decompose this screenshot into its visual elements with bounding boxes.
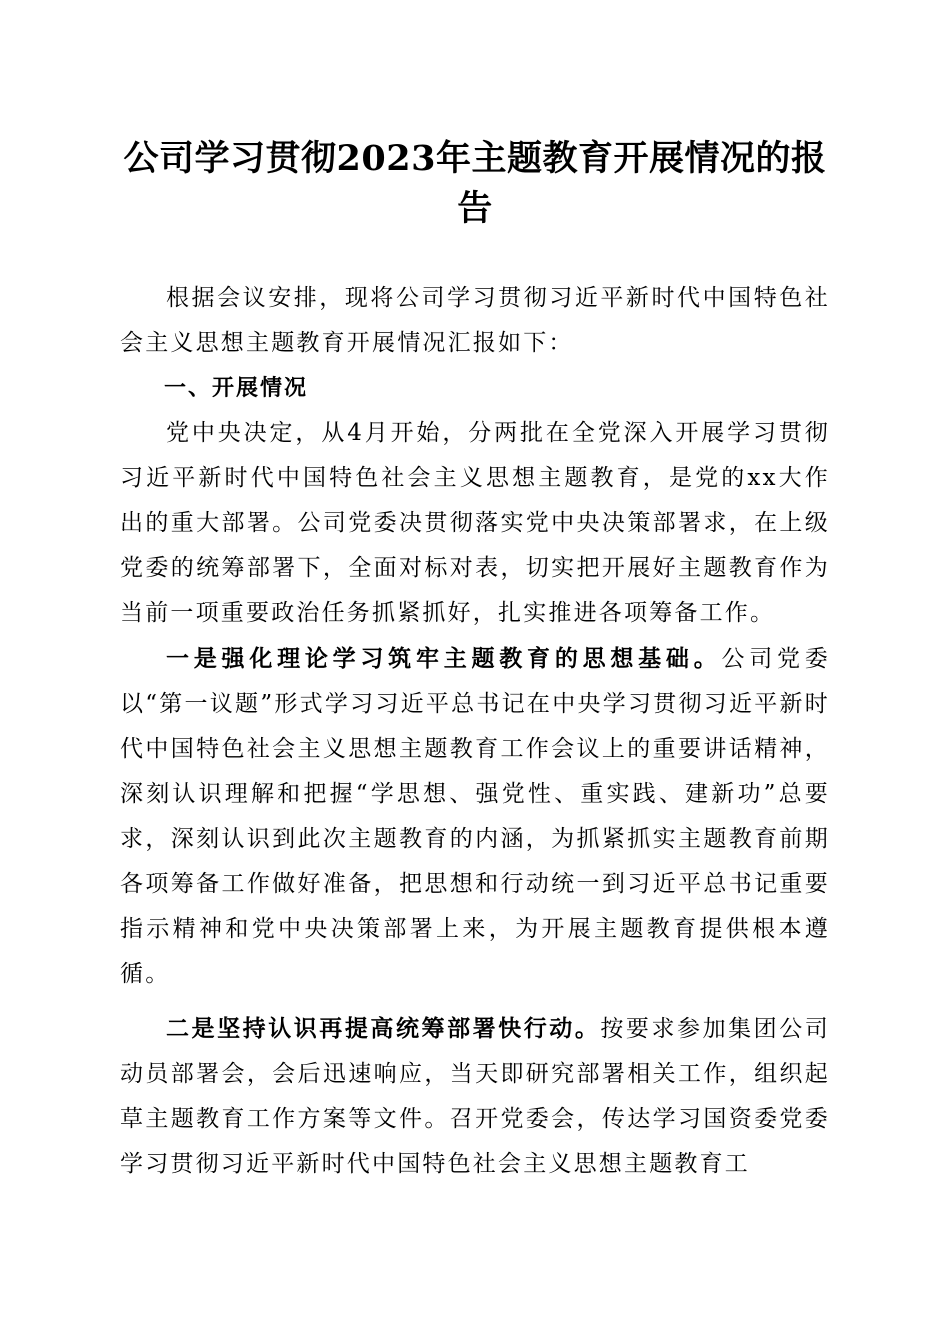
section-paragraph: 党中央决定，从4月开始，分两批在全党深入开展学习贯彻习近平新时代中国特色社会主义思想主题教育，是党的xx大作出的重大部署。公司党委决贯彻落实党中央决策部署求，在上级党委的统筹部署下，全面对标对表，切实把开展好主题教育作为当前一项重要政治任务抓紧抓好，扎实推进各项筹备工作。 — [120, 420, 830, 626]
item-two-text: 按要求参加集团公司动员部署会，会后迅速响应，当天即研究部署相关工作，组织起草主题教育工作方案等文件。召开党委会，传达学习国资委党委学习贯彻习近平新时代中国特色社会主义思想主题教育工 — [120, 1016, 830, 1177]
intro-paragraph: 根据会议安排，现将公司学习贯彻习近平新时代中国特色社会主义思想主题教育开展情况汇报如下： — [120, 285, 830, 356]
document-title: 公司学习贯彻2023年主题教育开展情况的报告 — [123, 138, 827, 229]
item-one-paragraph — [120, 636, 830, 997]
item-two-lead: 二是坚持认识再提高统筹部署快行动。 — [166, 1015, 601, 1042]
section-heading: 一、开展情况 — [164, 376, 309, 401]
item-one-text: 公司党委以“第一议题”形式学习习近平总书记在中央学习贯彻习近平新时代中国特色社会主义思想主题教育工作会议上的重要讲话精神，深刻认识理解和把握“学思想、强党性、重实践、建新功”总要求，深刻认识到此次主题教育的内涵，为抓紧抓实主题教育前期各项筹备工作做好准备，把思想和行动统一到习近平总书记重要指示精神和党中央决策部署上来，为开展主题教育提供根本遵循。 — [120, 646, 830, 987]
item-one-lead: 一是强化理论学习筑牢主题教育的思想基础。 — [166, 645, 722, 672]
document-body — [120, 276, 830, 1187]
item-two-paragraph — [120, 1006, 830, 1187]
